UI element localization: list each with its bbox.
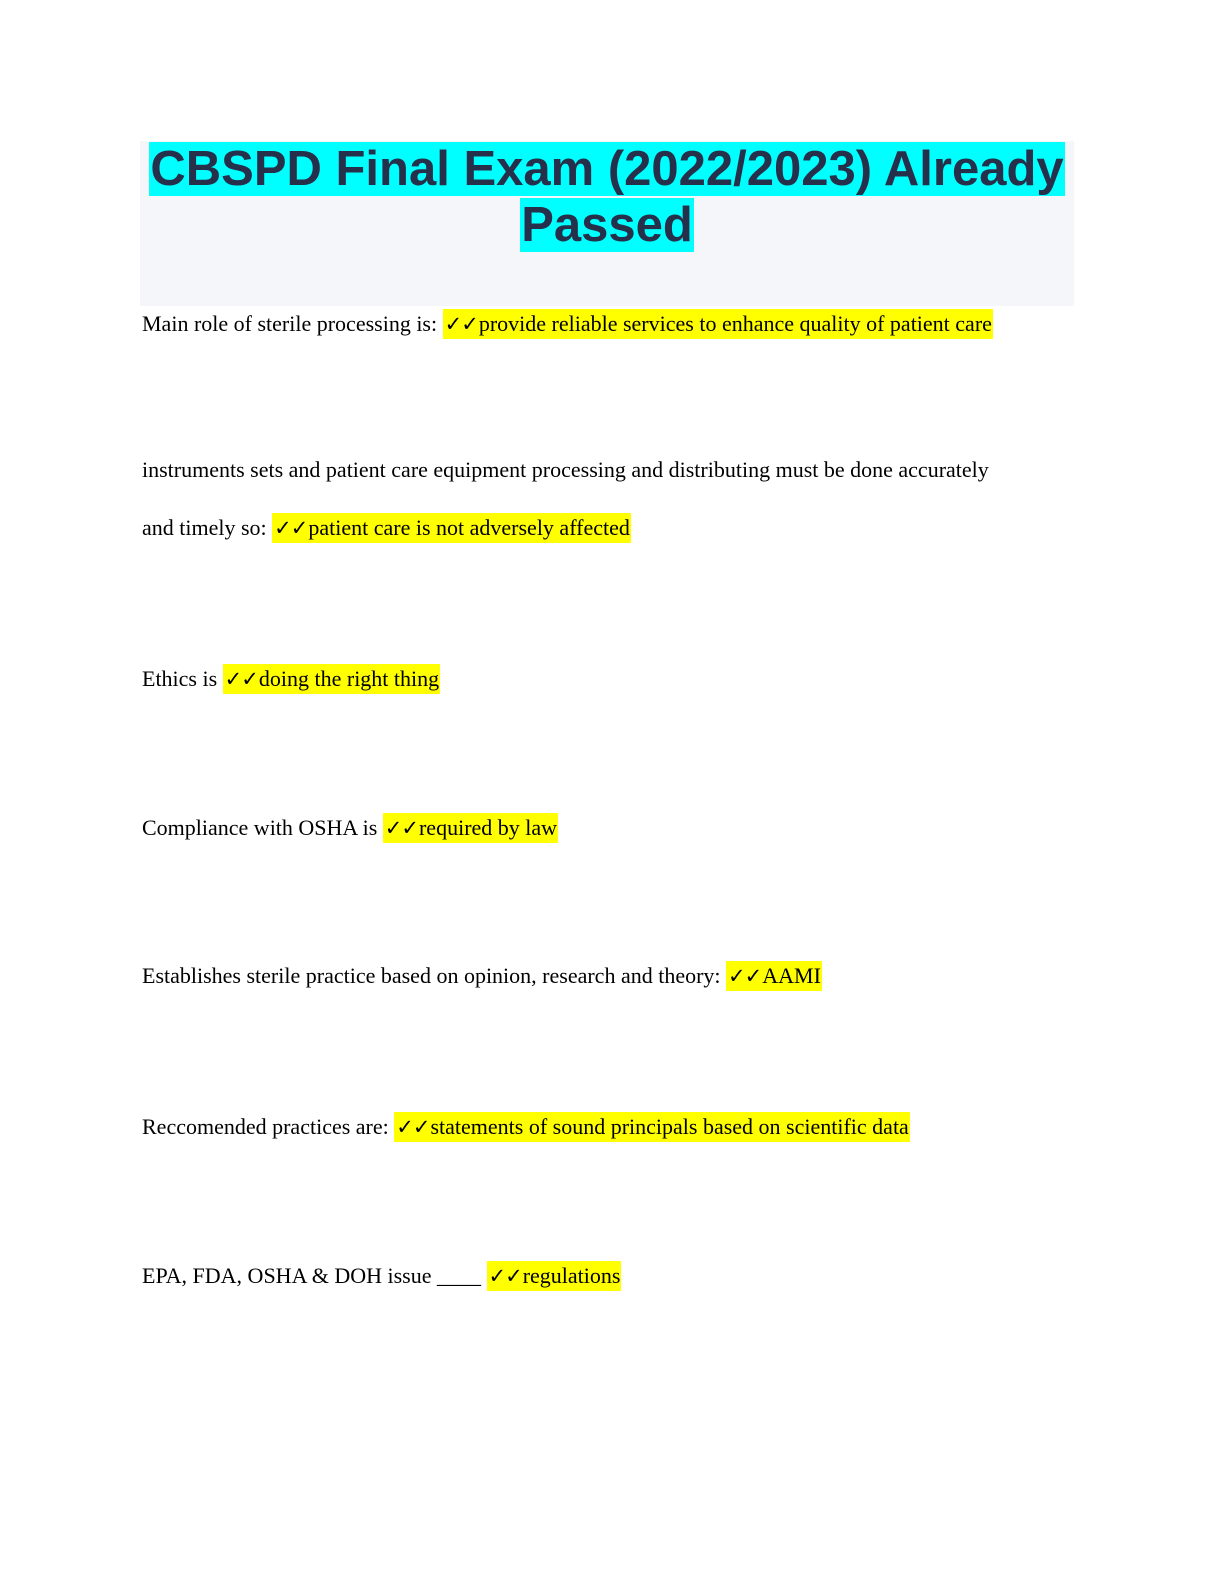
qa-item-2-line-2 bbox=[142, 499, 1082, 557]
answer-text: AAMI bbox=[762, 963, 821, 988]
title-block bbox=[140, 141, 1074, 306]
answer-highlight bbox=[487, 1261, 622, 1291]
double-check-icon: ✓✓ bbox=[396, 1115, 430, 1139]
question-text: and timely so: bbox=[142, 515, 267, 540]
double-check-icon: ✓✓ bbox=[384, 816, 418, 840]
answer-text: required by law bbox=[418, 815, 558, 840]
question-text: instruments sets and patient care equipment processing and distributing must be done accurately bbox=[142, 457, 989, 482]
answer-highlight bbox=[394, 1112, 910, 1142]
qa-item-5 bbox=[142, 947, 1082, 1005]
question-text: Establishes sterile practice based on opinion, research and theory: bbox=[142, 963, 721, 988]
double-check-icon: ✓✓ bbox=[224, 667, 258, 691]
question-text: Compliance with OSHA is bbox=[142, 815, 378, 840]
document-title bbox=[140, 141, 1074, 253]
answer-text: doing the right thing bbox=[258, 666, 440, 691]
double-check-icon: ✓✓ bbox=[274, 516, 308, 540]
answer-text: patient care is not adversely affected bbox=[308, 515, 630, 540]
double-check-icon: ✓✓ bbox=[728, 964, 762, 988]
answer-text: statements of sound principals based on scientific data bbox=[430, 1114, 909, 1139]
qa-item-7 bbox=[142, 1247, 1082, 1305]
qa-item-4 bbox=[142, 799, 1082, 857]
qa-item-1 bbox=[142, 295, 1082, 353]
qa-item-3 bbox=[142, 650, 1082, 708]
answer-text: regulations bbox=[522, 1263, 621, 1288]
answer-highlight bbox=[726, 961, 822, 991]
answer-text: provide reliable services to enhance quality of patient care bbox=[478, 311, 992, 336]
question-text: EPA, FDA, OSHA & DOH issue ____ bbox=[142, 1263, 482, 1288]
qa-item-2-line-1 bbox=[142, 441, 1082, 499]
title-line-2: Passed bbox=[521, 198, 693, 252]
question-text: Ethics is bbox=[142, 666, 218, 691]
title-line-1: CBSPD Final Exam (2022/2023) Already bbox=[150, 142, 1064, 196]
double-check-icon: ✓✓ bbox=[488, 1264, 522, 1288]
question-text: Main role of sterile processing is: bbox=[142, 311, 438, 336]
answer-highlight bbox=[223, 664, 440, 694]
question-text: Reccomended practices are: bbox=[142, 1114, 389, 1139]
qa-item-6 bbox=[142, 1098, 1082, 1156]
answer-highlight bbox=[383, 813, 558, 843]
answer-highlight bbox=[272, 513, 631, 543]
double-check-icon: ✓✓ bbox=[444, 312, 478, 336]
answer-highlight bbox=[443, 309, 993, 339]
